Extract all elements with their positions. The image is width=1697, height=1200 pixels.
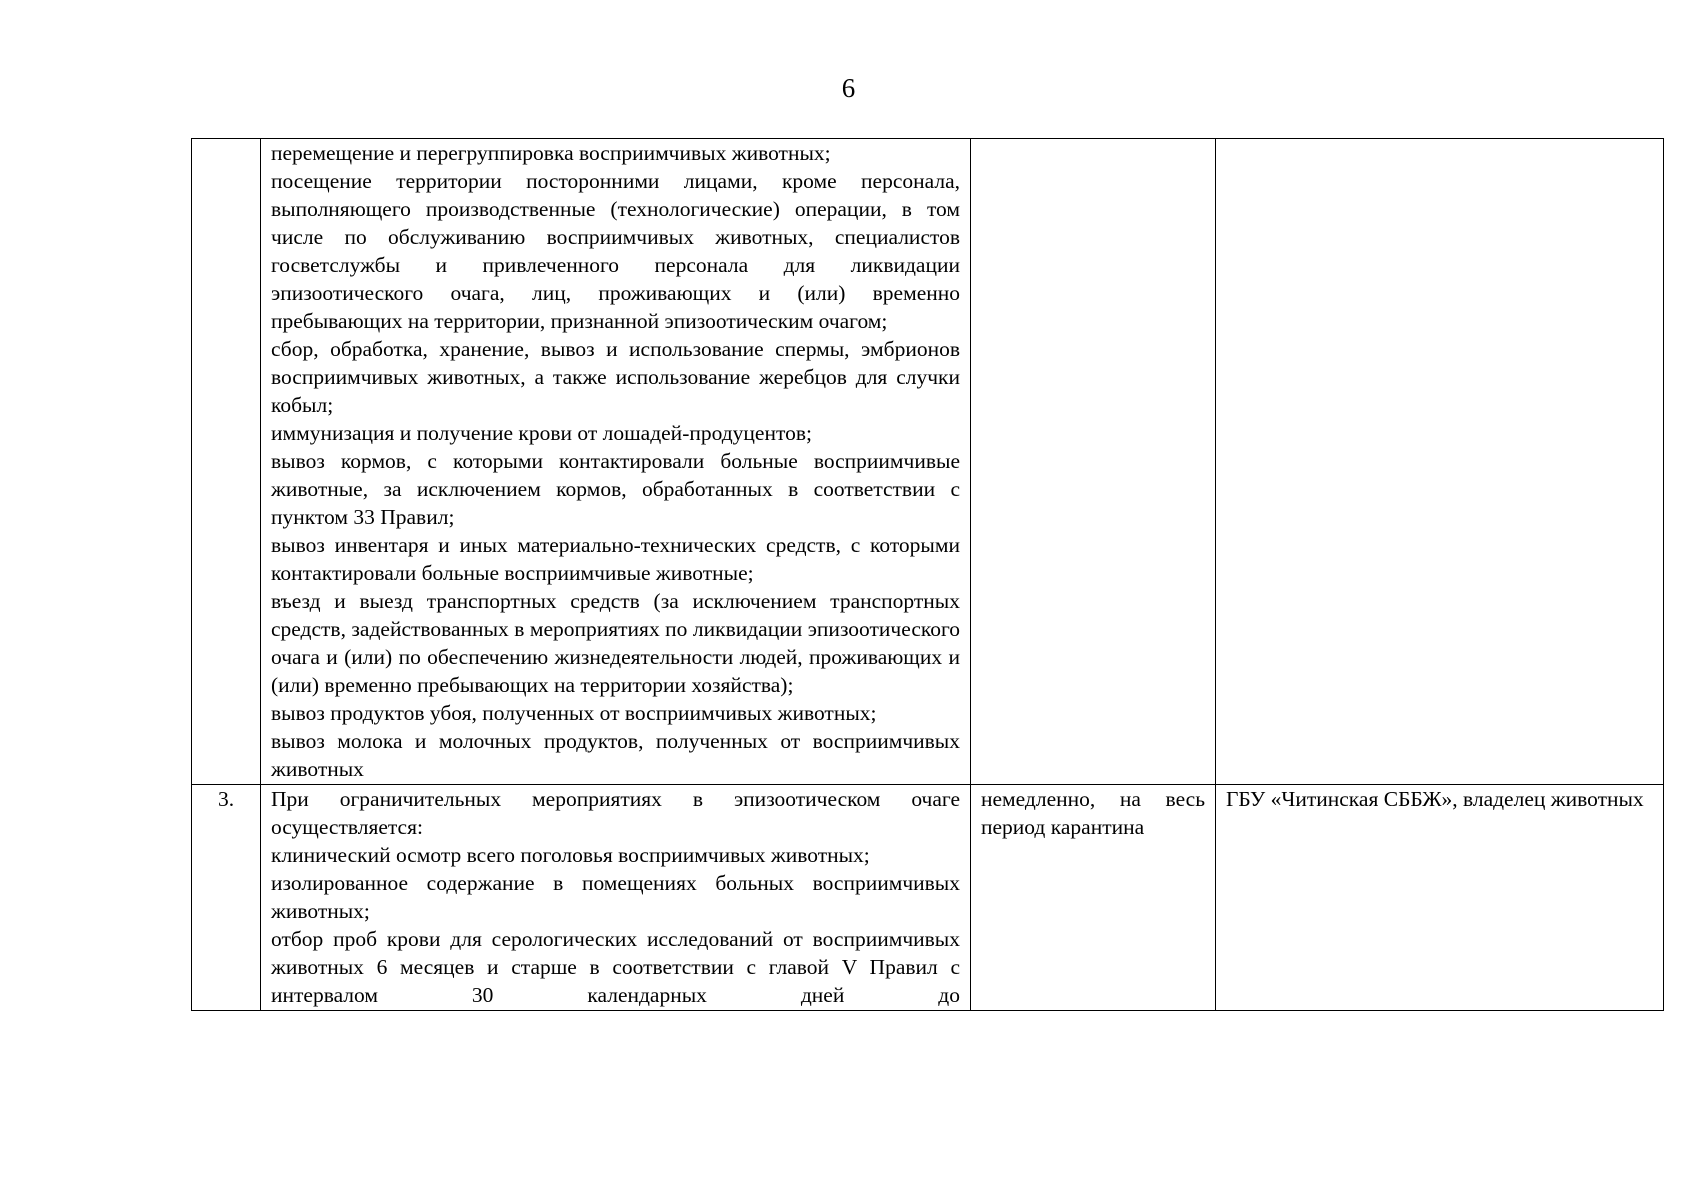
table-row <box>192 139 1664 785</box>
measure-paragraph: изолированное содержание в помещениях больных восприимчивых животных; <box>271 871 960 923</box>
measure-paragraph: вывоз кормов, с которыми контактировали больные восприимчивые животные, за исключением кормов, обработанных в соответствии с пунктом 33 Правил; <box>271 449 960 529</box>
term-cell: немедленно, на весь период карантина <box>971 785 1216 1011</box>
responsible-cell: ГБУ «Читинская СББЖ», владелец животных <box>1216 785 1664 1011</box>
measure-paragraph: клинический осмотр всего поголовья восприимчивых животных; <box>271 843 870 867</box>
measure-paragraph: посещение территории посторонними лицами, кроме персонала, выполняющего производственные (технологические) операции, в том числе по обслуживанию восприимчивых животных, специалистов госветслужбы и привлеченного персонала для ликвидации эпизоотического очага, лиц, проживающих и (или) временно пребывающих на территории, признанной эпизоотическим очагом; <box>271 169 960 333</box>
measure-paragraph: вывоз инвентаря и иных материально-технических средств, с которыми контактировали больные восприимчивые животные; <box>271 533 960 585</box>
measure-paragraph: отбор проб крови для серологических исследований от восприимчивых животных 6 месяцев и старше в соответствии с главой V Правил с интервалом 30 календарных дней до <box>271 927 960 1007</box>
row-number-cell <box>192 139 261 785</box>
measures-table <box>191 138 1664 1011</box>
measure-paragraph: сбор, обработка, хранение, вывоз и использование спермы, эмбрионов восприимчивых животных, а также использование жеребцов для случки кобыл; <box>271 337 960 417</box>
table-row <box>192 785 1664 1011</box>
measure-paragraph: вывоз продуктов убоя, полученных от восприимчивых животных; <box>271 701 877 725</box>
measure-paragraph: иммунизация и получение крови от лошадей-продуцентов; <box>271 421 812 445</box>
measure-paragraph: вывоз молока и молочных продуктов, полученных от восприимчивых животных <box>271 729 960 781</box>
measure-cell <box>261 785 971 1011</box>
measure-cell <box>261 139 971 785</box>
measure-paragraph: При ограничительных мероприятиях в эпизоотическом очаге осуществляется: <box>271 787 960 839</box>
responsible-cell <box>1216 139 1664 785</box>
row-number-cell: 3. <box>192 785 261 1011</box>
measure-paragraph: въезд и выезд транспортных средств (за исключением транспортных средств, задействованных в мероприятиях по ликвидации эпизоотического очага и (или) по обеспечению жизнедеятельности людей, проживающих и (или) временно пребывающих на территории хозяйства); <box>271 589 960 697</box>
measure-paragraph: перемещение и перегруппировка восприимчивых животных; <box>271 141 831 165</box>
term-cell <box>971 139 1216 785</box>
page-number: 6 <box>841 73 856 103</box>
